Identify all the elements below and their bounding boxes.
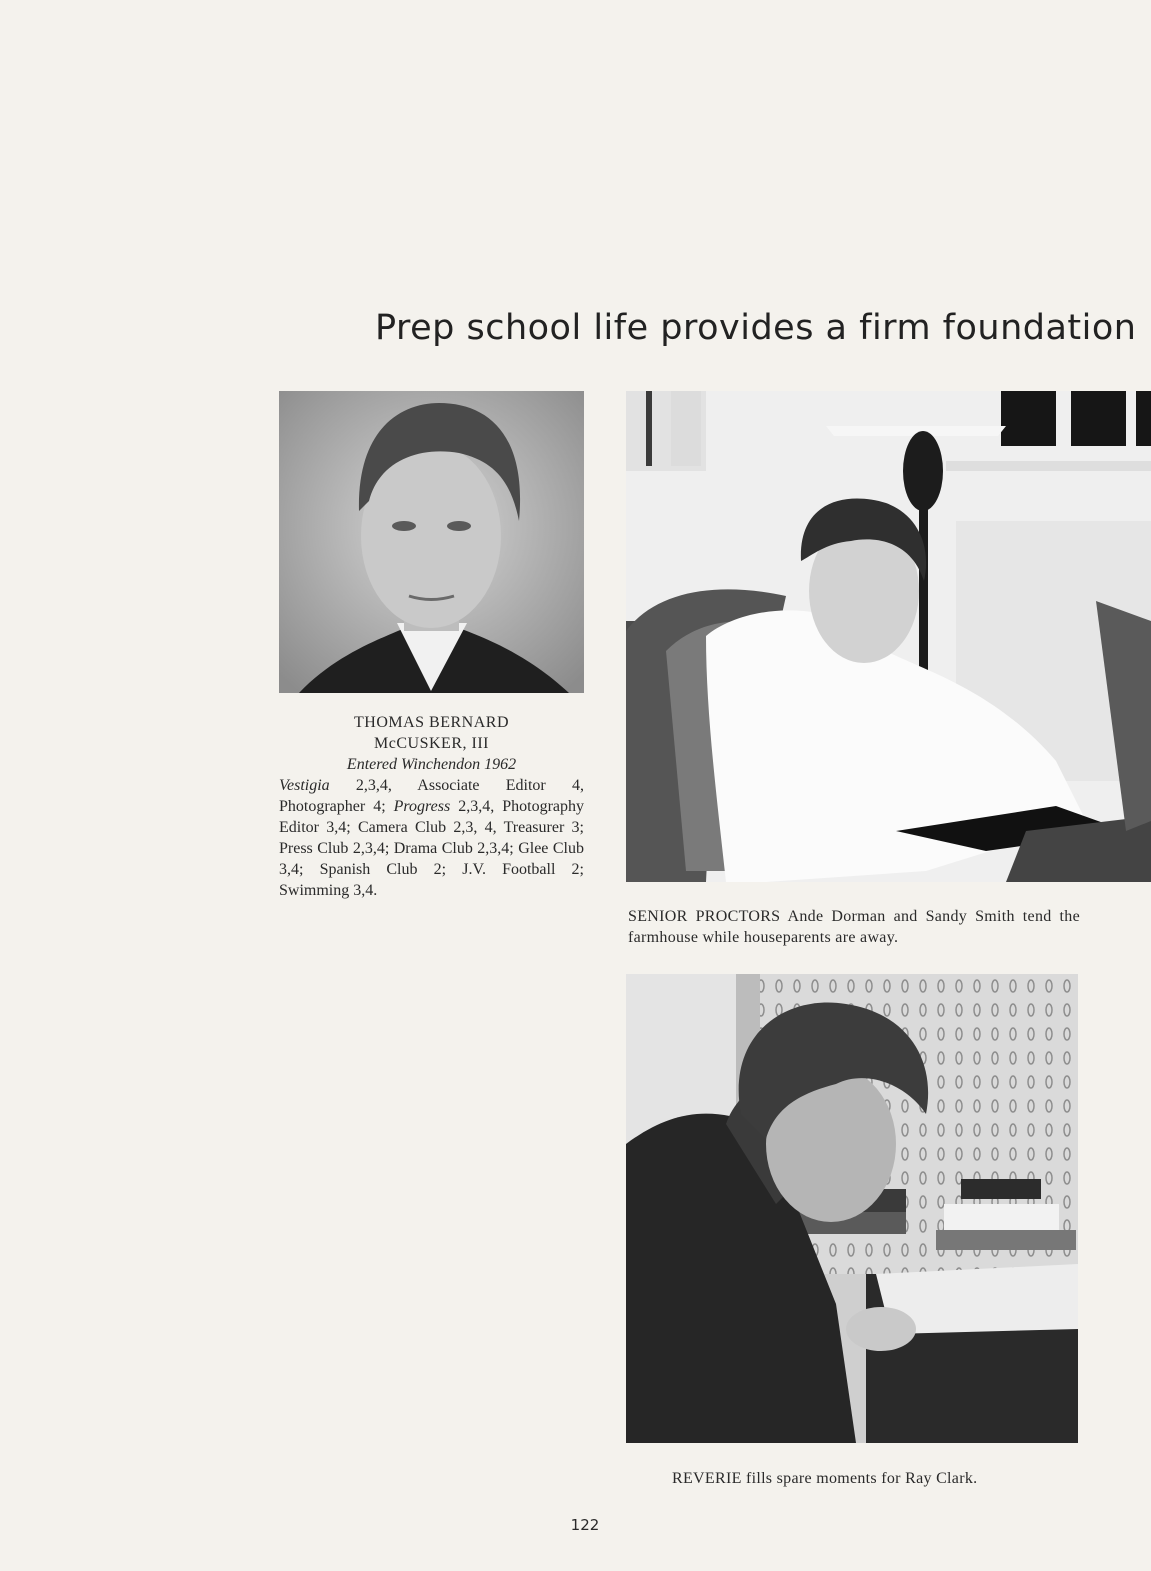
proctors-photo <box>626 391 1151 882</box>
page-number: 122 <box>570 1516 600 1534</box>
activities-part2: 2,3,4, Photography Editor 3,4; Camera Club 2,3, 4, Treasurer 3; Press Club 2,3,4; Drama Club 2,3,4; Glee Club 3,4; Spanish Club 2; J.V. Football 2; Swimming 3,4. <box>279 798 584 899</box>
page-headline: Prep school life provides a firm foundation <box>375 308 1137 348</box>
senior-name-line1: THOMAS BERNARD <box>353 714 509 731</box>
senior-bio <box>279 712 584 901</box>
progress-title: Progress <box>393 798 451 815</box>
senior-name-line2: McCUSKER, III <box>374 735 489 752</box>
vestigia-title: Vestigia <box>279 777 330 794</box>
proctors-caption: SENIOR PROCTORS Ande Dorman and Sandy Smith tend the farmhouse while houseparents are away. <box>628 908 1080 946</box>
activities-part1: 2,3,4, Associate Editor 4, Photographer 4; <box>279 777 584 815</box>
senior-portrait-photo <box>279 391 584 693</box>
reverie-photo <box>626 974 1078 1443</box>
senior-entered: Entered Winchendon 1962 <box>346 756 517 773</box>
senior-activities <box>279 775 584 901</box>
reverie-caption: REVERIE fills spare moments for Ray Clark. <box>672 1470 978 1487</box>
